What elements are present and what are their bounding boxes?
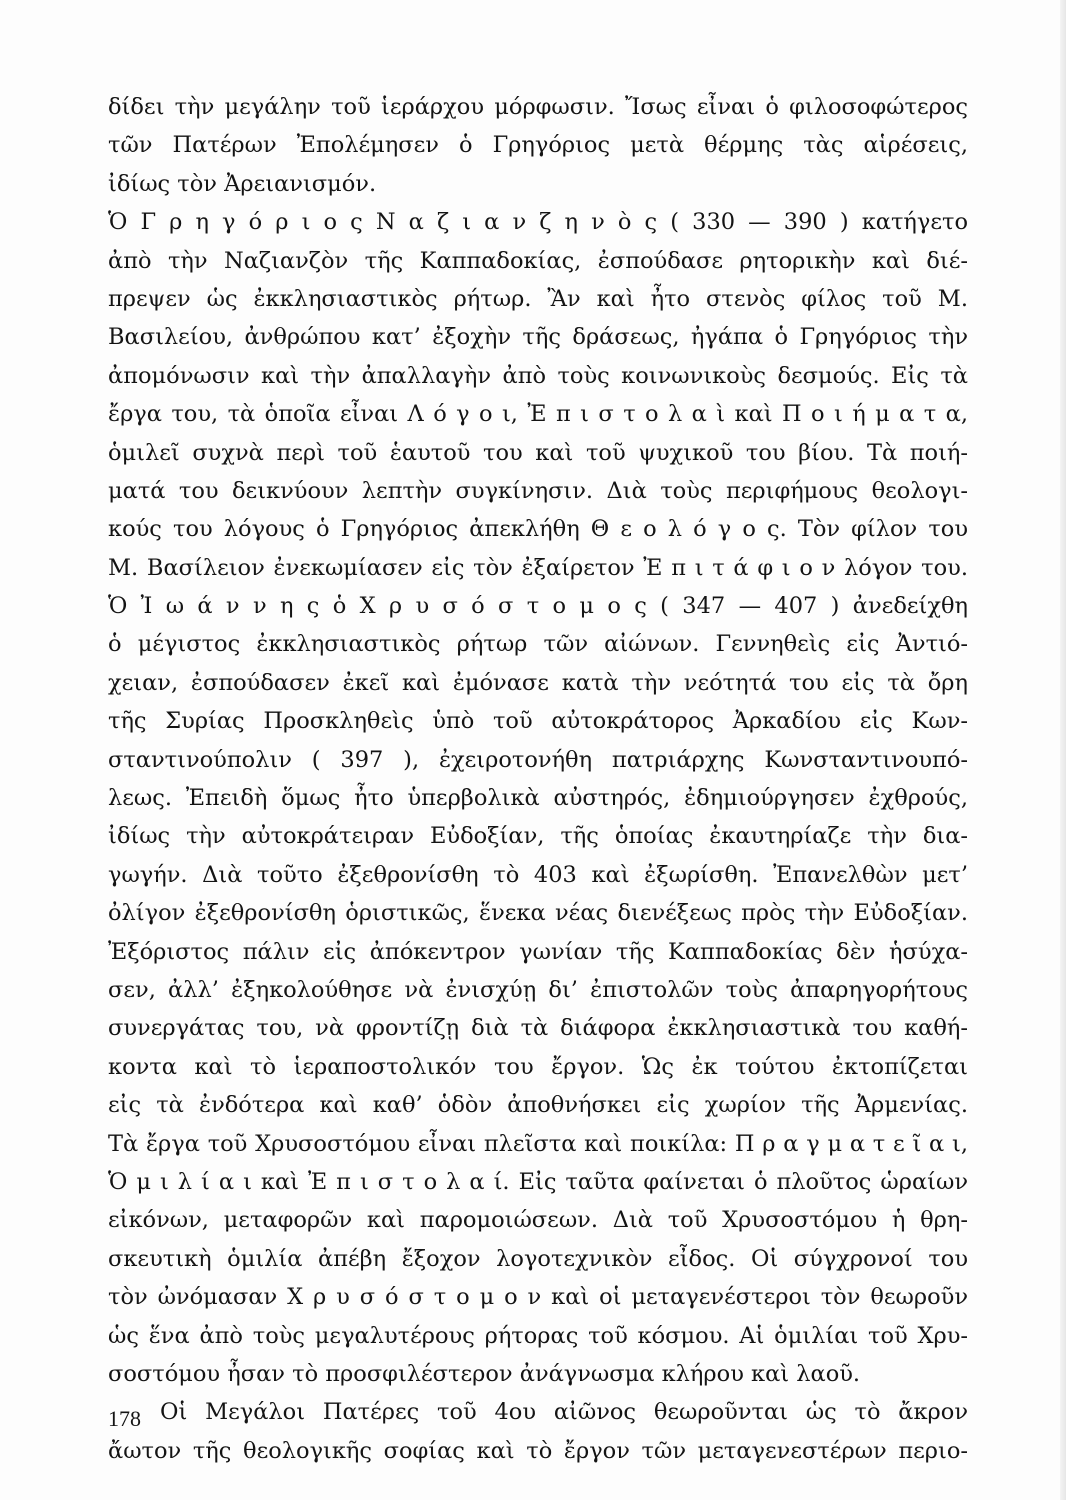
text-line: χειαν, ἐσπούδασεν ἐκεῖ καὶ ἐμόνασε κατὰ τὴν νεότητά του εἰς τὰ ὄρη xyxy=(108,669,968,696)
text-line: δίδει τὴν μεγάλην τοῦ ἱεράρχου μόρφωσιν. Ἴσως εἶναι ὁ φιλοσοφώτερος xyxy=(108,94,968,120)
text-line: τὸν ὠνόμασαν Χ ρ υ σ ό σ τ ο μ ο ν καὶ οἱ μεταγενέστεροι τὸν θεωροῦν xyxy=(108,1284,968,1311)
text-line: κοντα καὶ τὸ ἱεραποστολικόν του ἔργον. Ὡς ἐκ τούτου ἐκτοπίζεται xyxy=(108,1053,968,1080)
text-line: συνεργάτας του, νὰ φροντίζῃ διὰ τὰ διάφορα ἐκκλησιαστικὰ του καθή- xyxy=(108,1015,968,1042)
text-line: ἰδίως τὸν Ἀρειανισμόν. xyxy=(108,170,377,197)
page-body-text xyxy=(108,88,968,1470)
text-line: Μ. Βασίλειον ἐνεκωμίασεν εἰς τὸν ἐξαίρετον Ἐ π ι τ ά φ ι ο ν λόγον του. xyxy=(108,554,968,581)
text-line: εἰς τὰ ἐνδότερα καὶ καθ’ ὁδὸν ἀποθνήσκει εἰς χωρίον τῆς Ἀρμενίας. xyxy=(108,1092,968,1119)
text-line: γωγήν. Διὰ τοῦτο ἐξεθρονίσθη τὸ 403 καὶ ἐξωρίσθη. Ἐπανελθὼν μετ’ xyxy=(108,861,968,888)
text-line: ἄωτον τῆς θεολογικῆς σοφίας καὶ τὸ ἔργον τῶν μεταγενεστέρων περιο- xyxy=(108,1437,968,1464)
text-line: σκευτικὴ ὁμιλία ἀπέβη ἔξοχον λογοτεχνικὸν εἶδος. Οἱ σύγχρονοί του xyxy=(108,1245,968,1272)
text-line: ἰδίως τὴν αὐτοκράτειραν Εὐδοξίαν, τῆς ὁποίας ἐκαυτηρίαζε τὴν δια- xyxy=(108,823,968,850)
text-line: τῶν Πατέρων Ἐπολέμησεν ὁ Γρηγόριος μετὰ θέρμης τὰς αἱρέσεις, xyxy=(108,132,968,159)
text-line: Ἐξόριστος πάλιν εἰς ἀπόκεντρον γωνίαν τῆς Καππαδοκίας δὲν ἡσύχα- xyxy=(108,938,968,965)
text-line: κούς του λόγους ὁ Γρηγόριος ἀπεκλήθη Θ ε ο λ ό γ ο ς. Τὸν φίλον του xyxy=(108,516,968,543)
text-line: σοστόμου ἦσαν τὸ προσφιλέστερον ἀνάγνωσμα κλήρου καὶ λαοῦ. xyxy=(108,1360,861,1387)
text-line: πρεψεν ὡς ἐκκλησιαστικὸς ρήτωρ. Ἂν καὶ ἦτο στενὸς φίλος τοῦ Μ. xyxy=(108,285,968,312)
text-line: ὁμιλεῖ συχνὰ περὶ τοῦ ἑαυτοῦ του καὶ τοῦ ψυχικοῦ του βίου. Τὰ ποιή- xyxy=(108,439,968,466)
page-number: 178 xyxy=(108,1406,141,1431)
text-line: ματά του δεικνύουν λεπτὴν συγκίνησιν. Διὰ τοὺς περιφήμους θεολογι- xyxy=(108,477,968,504)
text-line: λεως. Ἐπειδὴ ὅμως ἦτο ὑπερβολικὰ αὐστηρός, ἐδημιούργησεν ἐχθρούς, xyxy=(108,785,968,812)
text-line: τῆς Συρίας Προσκληθεὶς ὑπὸ τοῦ αὐτοκράτορος Ἀρκαδίου εἰς Κων- xyxy=(108,708,968,735)
text-line: Βασιλείου, ἀνθρώπου κατ’ ἐξοχὴν τῆς δράσεως, ἠγάπα ὁ Γρηγόριος τὴν xyxy=(108,324,968,351)
text-line: ἀπὸ τὴν Ναζιανζὸν τῆς Καππαδοκίας, ἐσπούδασε ρητορικὴν καὶ διέ- xyxy=(108,247,968,274)
text-line: Οἱ Μεγάλοι Πατέρες τοῦ 4ου αἰῶνος θεωροῦνται ὡς τὸ ἄκρον xyxy=(160,1399,968,1426)
text-line: ἔργα του, τὰ ὁποῖα εἶναι Λ ό γ ο ι, Ἐ π ι σ τ ο λ α ὶ καὶ Π ο ι ή μ α τ α, xyxy=(108,401,968,428)
text-line: Τὰ ἔργα τοῦ Χρυσοστόμου εἶναι πλεῖστα καὶ ποικίλα: Π ρ α γ μ α τ ε ῖ α ι, xyxy=(108,1130,968,1157)
text-line: σταντινούπολιν ( 397 ), ἐχειροτονήθη πατριάρχης Κωνσταντινουπό- xyxy=(108,746,968,773)
text-line: Ὁ Ἰ ω ά ν ν η ς ὁ Χ ρ υ σ ό σ τ ο μ ο ς ( 347 — 407 ) ἀνεδείχθη xyxy=(108,593,968,620)
text-line: ἀπομόνωσιν καὶ τὴν ἀπαλλαγὴν ἀπὸ τοὺς κοινωνικοὺς δεσμούς. Εἰς τὰ xyxy=(108,362,968,389)
text-line: ὀλίγον ἐξεθρονίσθη ὁριστικῶς, ἕνεκα νέας διενέξεως πρὸς τὴν Εὐδοξίαν. xyxy=(108,900,968,927)
text-line: ὡς ἕνα ἀπὸ τοὺς μεγαλυτέρους ρήτορας τοῦ κόσμου. Αἱ ὁμιλίαι τοῦ Χρυ- xyxy=(108,1322,968,1349)
text-line: Ὁ μ ι λ ί α ι καὶ Ἐ π ι σ τ ο λ α ί. Εἰς ταῦτα φαίνεται ὁ πλοῦτος ὡραίων xyxy=(108,1168,968,1195)
page-edge-shadow xyxy=(1060,0,1066,1500)
text-line: Ὁ Γ ρ η γ ό ρ ι ο ς Ν α ζ ι α ν ζ η ν ὸ ς ( 330 — 390 ) κατήγετο xyxy=(108,209,968,236)
text-line: εἰκόνων, μεταφορῶν καὶ παρομοιώσεων. Διὰ τοῦ Χρυσοστόμου ἡ θρη- xyxy=(108,1207,968,1234)
text-line: σεν, ἀλλ’ ἐξηκολούθησε νὰ ἐνισχύῃ δι’ ἐπιστολῶν τοὺς ἀπαρηγορήτους xyxy=(108,976,968,1003)
text-line: ὁ μέγιστος ἐκκλησιαστικὸς ρήτωρ τῶν αἰώνων. Γεννηθεὶς εἰς Ἀντιό- xyxy=(108,631,968,658)
